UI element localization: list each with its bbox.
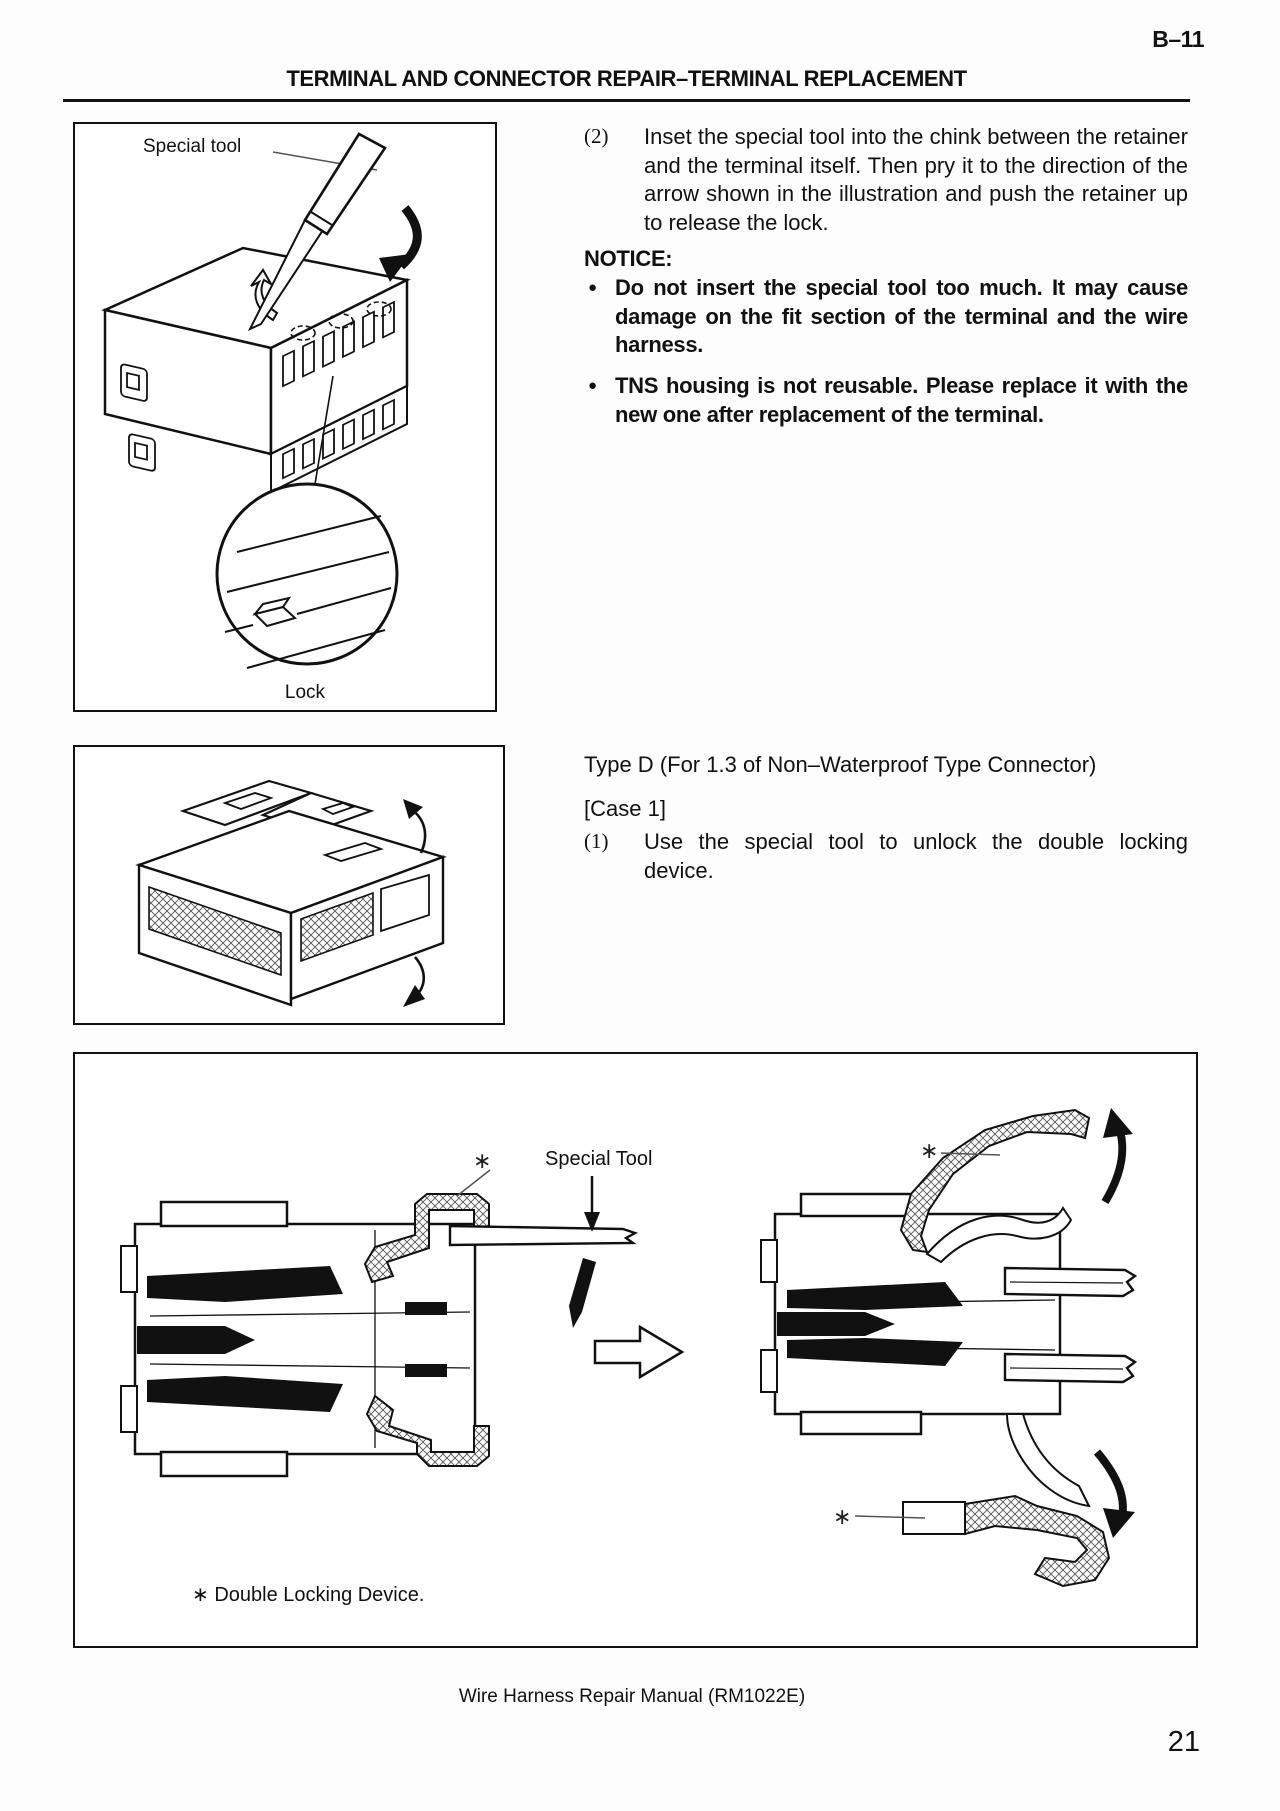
cross-section-unlocked <box>761 1110 1135 1586</box>
bullet-icon: ● <box>588 377 598 394</box>
notice-bullet-2-text: TNS housing is not reusable. Please replace it with the new one after replacement of the terminal. <box>615 373 1188 427</box>
rotate-up-arrow-icon <box>1103 1108 1133 1202</box>
step1-text: Use the special tool to unlock the double locking device. <box>644 829 1188 883</box>
double-lock-bottom-released-hatched <box>965 1496 1109 1586</box>
figure-type-d-connector <box>73 745 505 1025</box>
notice-bullet-1 <box>584 274 1188 360</box>
double-locking-legend: ∗ Double Locking Device. <box>192 1584 425 1606</box>
bullet-icon: ● <box>588 279 598 296</box>
housing-body <box>139 811 443 1005</box>
figure-double-locking-device <box>73 1052 1198 1648</box>
step1-block <box>584 828 1188 885</box>
cross-section-locked <box>121 1194 635 1476</box>
step2-text: Inset the special tool into the chink between the retainer and the terminal itself. Then pry it to the direction of the arrow shown in the illustration and push the retainer up to release the lock. <box>644 124 1188 235</box>
page-number: 21 <box>1167 1726 1200 1758</box>
lock-magnifier-circle <box>217 484 397 668</box>
step2-block <box>584 123 1188 237</box>
footer-text: Wire Harness Repair Manual (RM1022E) <box>458 1686 806 1707</box>
unlock-arrow-bottom-icon <box>403 957 425 1007</box>
asterisk-mark: ∗ <box>920 1138 939 1163</box>
figure-release-lock <box>73 122 497 712</box>
page-title: TERMINAL AND CONNECTOR REPAIR–TERMINAL REPLACEMENT <box>286 66 967 91</box>
case1-heading: [Case 1] <box>584 796 666 821</box>
asterisk-mark: ∗ <box>833 1504 852 1529</box>
type-d-connector-illustration <box>75 747 502 1022</box>
press-down-arrow-icon <box>569 1258 596 1328</box>
notice-heading: NOTICE: <box>584 246 673 271</box>
rotate-down-arrow-icon <box>1097 1452 1135 1538</box>
notice-bullet-2 <box>584 372 1188 429</box>
step2-number: (2) <box>584 124 609 148</box>
special-tool-pointer-arrow <box>584 1176 600 1232</box>
release-lock-illustration <box>75 124 494 709</box>
type-d-heading: Type D (For 1.3 of Non–Waterproof Type Connector) <box>584 752 1097 777</box>
special-tool-blade <box>450 1226 635 1245</box>
title-rule <box>63 99 1190 102</box>
step1-number: (1) <box>584 829 609 853</box>
special-tool-label: Special tool <box>143 136 242 157</box>
page-ref: B–11 <box>1152 26 1204 52</box>
lock-label: Lock <box>284 682 326 703</box>
double-locking-illustration <box>75 1054 1195 1645</box>
asterisk-mark: ∗ <box>473 1148 492 1173</box>
notice-bullet-1-text: Do not insert the special tool too much. It may cause damage on the fit section of the terminal and the wire harness. <box>615 275 1188 357</box>
special-tool-label: Special Tool <box>545 1148 653 1170</box>
next-step-arrow-icon <box>595 1327 682 1377</box>
push-arrow-icon <box>379 208 417 282</box>
